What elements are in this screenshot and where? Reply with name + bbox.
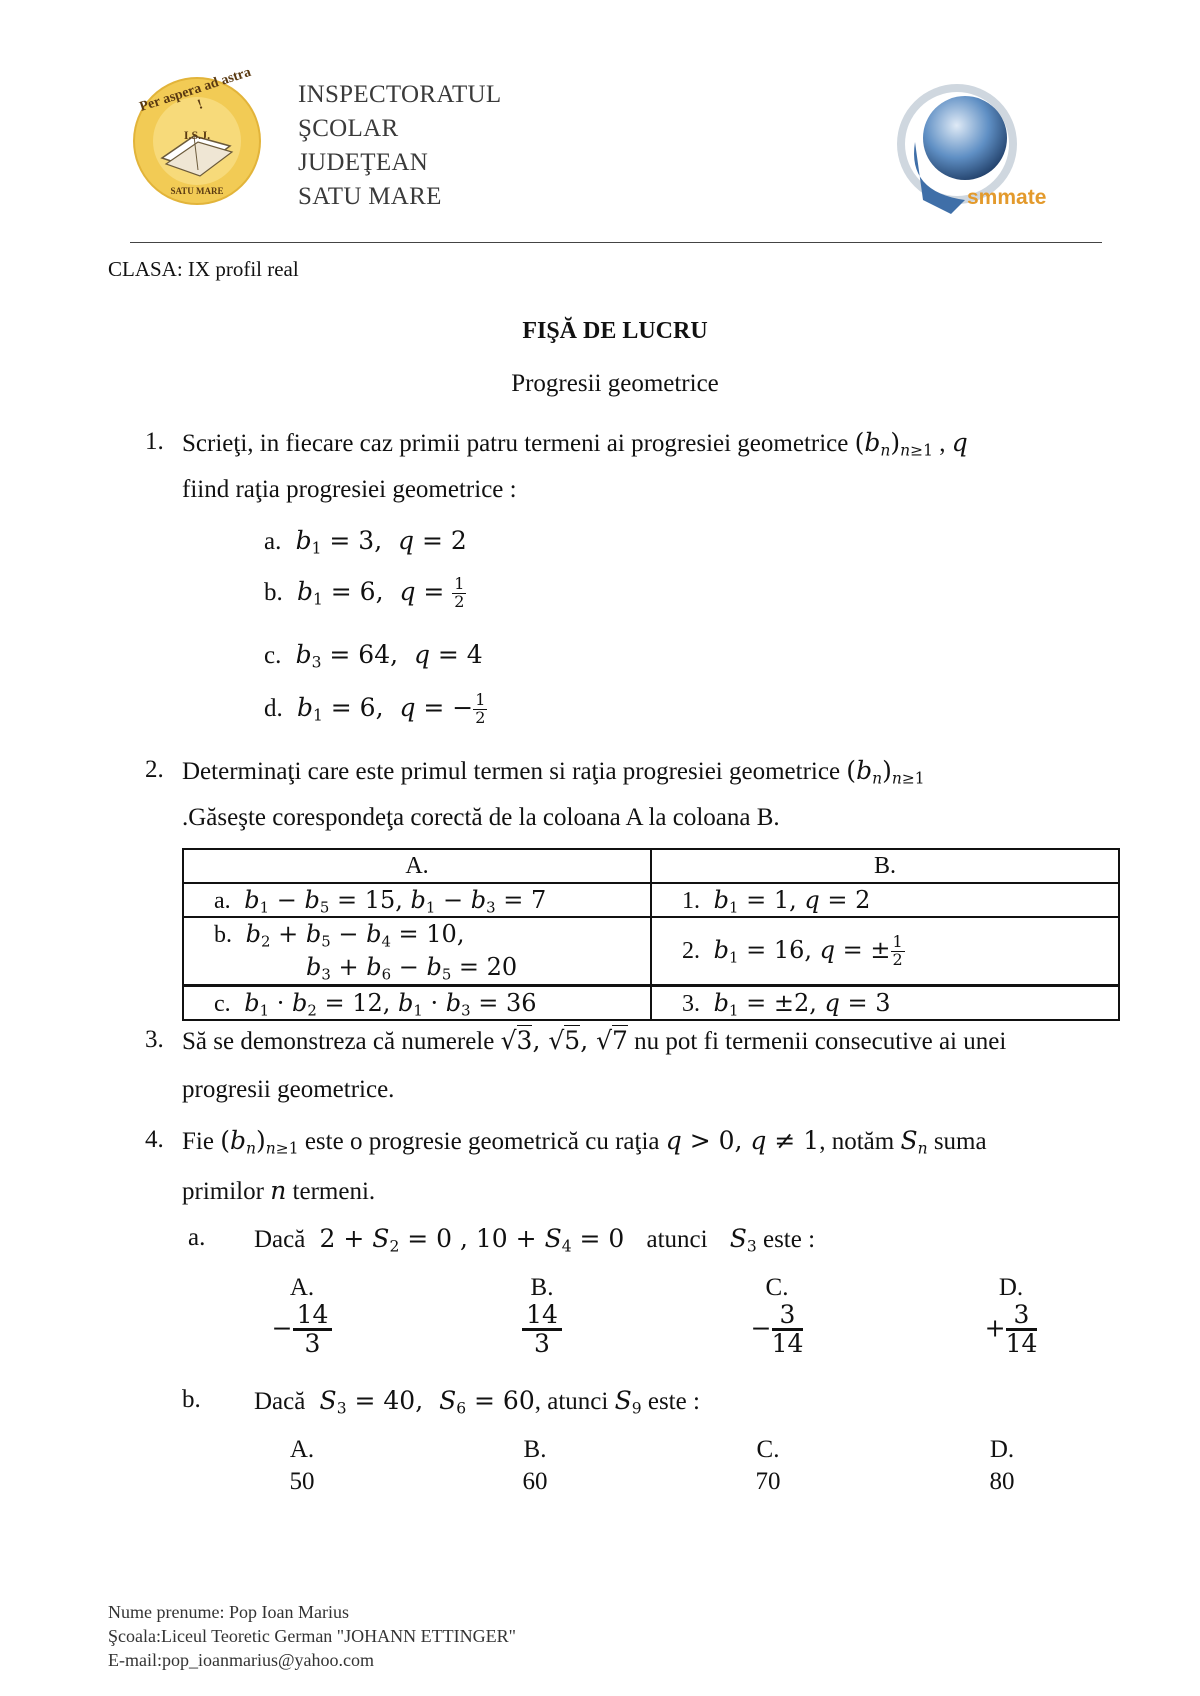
ex4a-conditions: $2 + S_2 = 0$ , $10 + S_4 = 0$ [311,1224,641,1256]
ex1-item-d-expr: $b_1 = 6$, q = − $\frac{1}{2}$ [296,690,486,727]
ex4-n: n [270,1176,287,1205]
ex3-number: 3. [145,1026,164,1053]
ex1-item-a-expr: $b_1 = 3$, q = 2 [295,526,467,558]
isj-motto: Per aspera ad astra ! [137,64,253,115]
ex4a-option-d[interactable] [966,1274,1056,1358]
ex4-line1 [182,1126,987,1156]
ex4a-option-a-value: − $\frac{14}{3}$ [262,1302,342,1358]
matching-table [182,848,1120,1021]
ex4a-option-c-label: C. [765,1274,789,1301]
ex1-item-c [264,640,483,670]
ex4b-text-este: este : [647,1388,700,1415]
ex4b-option-d-label: D. [989,1436,1015,1463]
ex2-sequence: $(b_n)_{n\ge 1}$ [846,756,925,788]
ex4a-option-a[interactable] [262,1274,342,1358]
inspectorat-name [298,78,501,214]
ex1-line2: fiind raţia progresiei geometrice : [182,476,517,503]
ex4a-text-este: este : [762,1226,816,1253]
ex1-sequence: $(b_n)_{n\ge 1}$ [854,428,933,460]
ex1-line1: Scrieţi, in fiecare caz primii patru termeni ai progresiei geometrice $(b_n)_{n\ge 1}$ , q [182,428,968,460]
ex4-text-primilor: primilor [182,1178,264,1205]
isj-logo [132,64,262,206]
ex3-text-post: nu pot fi termenii consecutive ai unei [634,1028,1007,1055]
ex4b-letter: b. [182,1386,201,1413]
ex4b-text-atunci: , atunci [534,1388,609,1415]
ex4b-conditions: $S_3 = 40$, $S_6 = 60$ [319,1386,535,1418]
ex4a-option-b-label: B. [530,1274,554,1301]
ex1-item-c-expr: $b_3 = 64$, q = 4 [295,640,483,672]
ex4a-option-d-value: + $\frac{3}{14}$ [984,1300,1038,1359]
column-b-header: B. [651,849,1119,883]
ex4b-option-a-value: 50 [289,1468,315,1495]
ex1-item-d [264,692,487,727]
ex4a-option-b-value: $\frac{14}{3}$ [502,1302,582,1358]
ex4b-option-d-value: 80 [989,1468,1015,1495]
footer [108,1600,516,1672]
isj-city: SATU MARE [170,186,224,196]
cell-a3-letter: c. [214,990,231,1017]
ex1-item-d-letter: d. [264,694,283,722]
ex4a-option-b[interactable] [502,1274,582,1358]
ex4-line2 [182,1176,375,1206]
ex4-text-mid: este o progresie geometrică cu raţia [304,1128,660,1155]
table-row [183,986,1119,1021]
cell-b2-number: 2. [682,937,700,964]
ex4a-letter: a. [188,1224,206,1251]
ex3-text-pre: Să se demonstreza că numerele [182,1028,495,1055]
ex4a-text-atunci: atunci [646,1226,708,1253]
ex4-text-fie: Fie [182,1128,214,1155]
table-row [183,917,1119,986]
worksheet-title: FIŞĂ DE LUCRU [522,318,708,344]
footer-school: Şcoala:Liceul Teoretic German "JOHANN ETTINGER" [108,1626,516,1646]
isj-initials: I.S.J. [183,128,211,142]
ex4b-option-b-value: 60 [522,1468,548,1495]
cell-b3: 3. $b_1 = \pm 2$, q = 3 [651,986,1119,1021]
inspectorat-line-3: JUDEŢEAN [298,149,429,176]
ex4-number: 4. [145,1126,164,1153]
cell-b1: 1. $b_1 = 1$, q = 2 [651,883,1119,917]
ex4b-option-c[interactable] [728,1436,808,1496]
ex2-number: 2. [145,756,164,783]
ex4-sequence: $(b_n)_{n\ge 1}$ [220,1126,299,1158]
ex4-text-notam: , notăm [819,1128,895,1155]
ex4a-option-c[interactable] [732,1274,822,1358]
ex4b-text-daca: Dacă [254,1388,306,1415]
ex4a-option-a-label: A. [289,1274,315,1301]
footer-author: Nume prenume: Pop Ioan Marius [108,1602,349,1622]
cell-a1: a. $b_1 - b_5 = 15$, $b_1 - b_3 = 7$ [183,883,651,917]
ex4b-option-a[interactable] [262,1436,342,1496]
ex2-line2: .Găseşte corespondeţa corectă de la coloana A la coloana B. [182,804,780,831]
class-label: CLASA: IX profil real [108,257,299,281]
ex1-item-b [264,576,466,611]
ex4-ratio-cond: q > 0, q ≠ 1 [665,1126,820,1155]
smmate-logo-text: smmate [967,186,1047,209]
inspectorat-line-1: INSPECTORATUL [298,81,502,108]
column-a-header: A. [183,849,651,883]
ex3-line1 [182,1026,1006,1056]
ex4b-option-a-label: A. [289,1436,315,1463]
footer-email: E-mail:pop_ioanmarius@yahoo.com [108,1650,375,1670]
ex1-item-c-letter: c. [264,642,282,669]
table-row [183,883,1119,917]
ex3-line2: progresii geometrice. [182,1076,395,1103]
ex4b-option-c-label: C. [756,1436,780,1463]
ex4-text-termeni: termeni. [292,1178,376,1205]
ex1-q: q [951,428,968,457]
ex4b-option-c-value: 70 [755,1468,781,1495]
ex1-item-a [264,526,467,556]
inspectorat-line-2: ŞCOLAR [298,115,399,142]
header-divider [130,242,1102,243]
ex2-text-1: Determinaţi care este primul termen si raţia progresiei geometrice [182,758,841,785]
ex1-number: 1. [145,428,164,455]
ex4a-option-d-label: D. [998,1274,1024,1301]
ex4a-s3: $S_3$ [729,1224,757,1256]
ex4a-text-daca: Dacă [254,1226,306,1253]
cell-a2: b. $b_2 + b_5 - b_4 = 10$, $b_3 + b_6 - b_5 = 20$ [183,917,651,986]
cell-b2: 2. $b_1 = 16$, q = ± $\frac{1}{2}$ [651,917,1119,986]
inspectorat-line-4: SATU MARE [298,183,442,210]
cell-a2-letter: b. [214,922,232,948]
ex4b-option-b-label: B. [523,1436,547,1463]
table-header-row [183,849,1119,883]
ex4a-question [254,1224,815,1254]
ex4b-question [254,1386,700,1416]
ex4b-s9: $S_9$ [614,1386,642,1418]
ex1-item-b-expr: $b_1 = 6$, q = $\frac{1}{2}$ [296,574,465,611]
cell-b1-number: 1. [682,887,700,914]
ex4b-option-b[interactable] [495,1436,575,1496]
ex4-sn: $S_n$ [900,1126,928,1158]
ex4a-option-c-value: − $\frac{3}{14}$ [750,1300,804,1359]
ex3-roots: √3, √5, √7 [500,1026,628,1055]
ex4-text-suma: suma [933,1128,987,1155]
cell-b3-number: 3. [682,990,700,1017]
cell-a3: c. $b_1 \cdot b_2 = 12$, $b_1 \cdot b_3 = 36$ [183,986,651,1021]
smmate-logo [895,82,1065,222]
ex1-item-a-letter: a. [264,528,282,555]
cell-a1-letter: a. [214,887,231,914]
ex2-line1 [182,756,925,786]
worksheet-subtitle: Progresii geometrice [511,370,719,397]
ex1-item-b-letter: b. [264,578,283,606]
ex4b-option-d[interactable] [962,1436,1042,1496]
ex1-text-1: Scrieţi, in fiecare caz primii patru termeni ai progresiei geometrice [182,430,849,457]
